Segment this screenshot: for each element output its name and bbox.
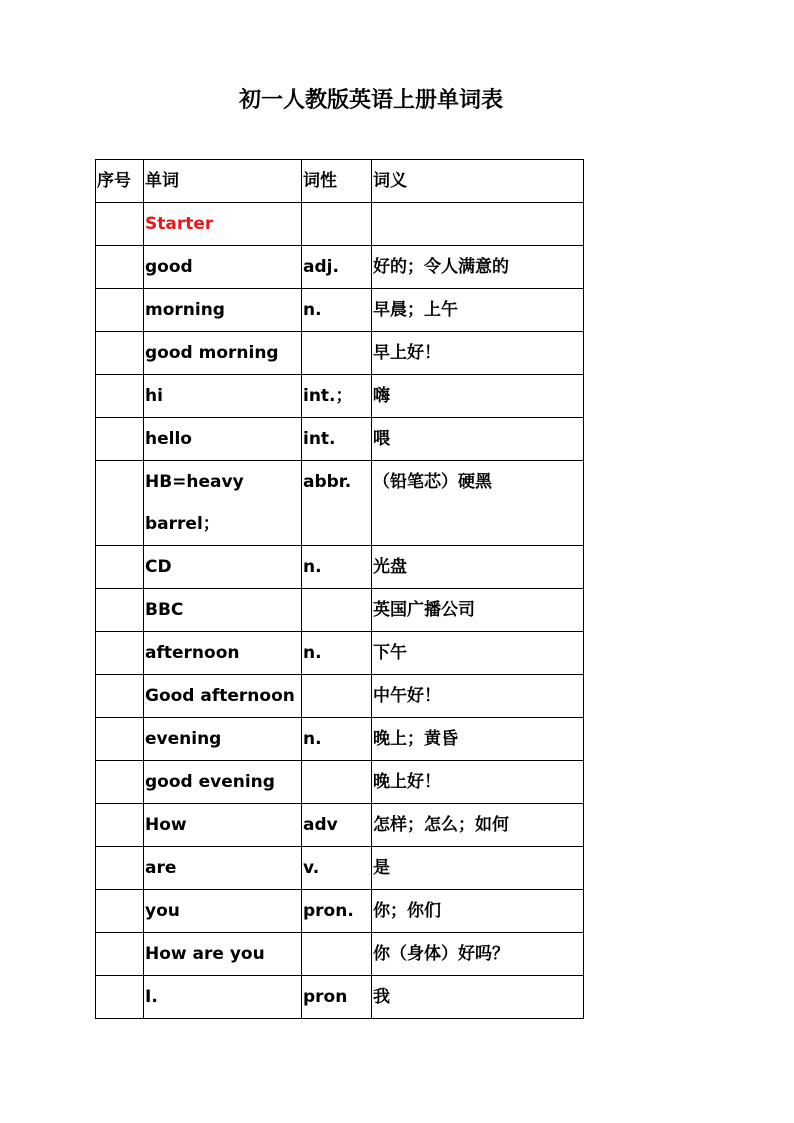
word-cell: good	[144, 246, 302, 289]
pos-cell	[302, 761, 372, 804]
pos-cell	[302, 203, 372, 246]
meaning-cell: 英国广播公司	[372, 589, 584, 632]
table-row	[96, 375, 584, 418]
pos-cell: n.	[302, 289, 372, 332]
meaning-cell: 晚上；黄昏	[372, 718, 584, 761]
vocabulary-table	[95, 159, 584, 1019]
index-cell	[96, 718, 144, 761]
header-index: 序号	[96, 160, 144, 203]
pos-cell: pron.	[302, 890, 372, 933]
word-cell: I.	[144, 976, 302, 1019]
section-heading-starter: Starter	[144, 203, 302, 246]
index-cell	[96, 890, 144, 933]
header-meaning: 词义	[372, 160, 584, 203]
pos-cell	[302, 933, 372, 976]
table-header-row	[96, 160, 584, 203]
index-cell	[96, 246, 144, 289]
word-cell: good morning	[144, 332, 302, 375]
word-cell: Good afternoon	[144, 675, 302, 718]
meaning-cell: 早晨；上午	[372, 289, 584, 332]
table-row	[96, 246, 584, 289]
index-cell	[96, 976, 144, 1019]
meaning-cell: 怎样；怎么；如何	[372, 804, 584, 847]
word-cell: afternoon	[144, 632, 302, 675]
word-cell: hello	[144, 418, 302, 461]
table-row	[96, 546, 584, 589]
table-row	[96, 632, 584, 675]
meaning-cell: 早上好！	[372, 332, 584, 375]
pos-cell: int.	[302, 418, 372, 461]
index-cell	[96, 675, 144, 718]
meaning-cell	[372, 203, 584, 246]
meaning-cell: 我	[372, 976, 584, 1019]
meaning-cell: 中午好！	[372, 675, 584, 718]
word-cell: morning	[144, 289, 302, 332]
index-cell	[96, 933, 144, 976]
word-cell: CD	[144, 546, 302, 589]
table-row	[96, 718, 584, 761]
table-row	[96, 418, 584, 461]
word-cell	[144, 461, 302, 546]
pos-cell	[302, 589, 372, 632]
table-row	[96, 332, 584, 375]
index-cell	[96, 589, 144, 632]
word-cell: hi	[144, 375, 302, 418]
table-row	[96, 804, 584, 847]
index-cell	[96, 847, 144, 890]
word-cell: How are you	[144, 933, 302, 976]
pos-cell	[302, 332, 372, 375]
header-part-of-speech: 词性	[302, 160, 372, 203]
meaning-cell: 是	[372, 847, 584, 890]
pos-cell: n.	[302, 632, 372, 675]
table-row	[96, 847, 584, 890]
table-row	[96, 589, 584, 632]
index-cell	[96, 289, 144, 332]
document-title: 初一人教版英语上册单词表	[238, 88, 503, 113]
word-cell: are	[144, 847, 302, 890]
table-row	[96, 761, 584, 804]
index-cell	[96, 761, 144, 804]
section-row-starter	[96, 203, 584, 246]
word-cell: evening	[144, 718, 302, 761]
meaning-cell: 下午	[372, 632, 584, 675]
table-row	[96, 461, 584, 546]
pos-cell	[302, 675, 372, 718]
index-cell	[96, 375, 144, 418]
table-row	[96, 933, 584, 976]
meaning-cell: 光盘	[372, 546, 584, 589]
meaning-cell: 好的；令人满意的	[372, 246, 584, 289]
pos-cell: adj.	[302, 246, 372, 289]
word-cell: you	[144, 890, 302, 933]
header-word: 单词	[144, 160, 302, 203]
word-cell: How	[144, 804, 302, 847]
word-cell: good evening	[144, 761, 302, 804]
table-row	[96, 289, 584, 332]
index-cell	[96, 461, 144, 546]
table-row	[96, 890, 584, 933]
pos-cell: pron	[302, 976, 372, 1019]
meaning-cell: 嗨	[372, 375, 584, 418]
pos-cell: n.	[302, 718, 372, 761]
word-line-2: barrel；	[145, 514, 220, 534]
pos-cell: int.；	[302, 375, 372, 418]
index-cell	[96, 546, 144, 589]
table-row	[96, 976, 584, 1019]
pos-cell: adv	[302, 804, 372, 847]
pos-cell: n.	[302, 546, 372, 589]
index-cell	[96, 332, 144, 375]
meaning-cell: 喂	[372, 418, 584, 461]
meaning-cell: 晚上好！	[372, 761, 584, 804]
index-cell	[96, 418, 144, 461]
meaning-cell: （铅笔芯）硬黑	[372, 461, 584, 546]
table-row	[96, 675, 584, 718]
word-line-1: HB=heavy	[145, 472, 244, 492]
pos-cell: abbr.	[302, 461, 372, 546]
index-cell	[96, 203, 144, 246]
index-cell	[96, 804, 144, 847]
word-cell: BBC	[144, 589, 302, 632]
pos-cell: v.	[302, 847, 372, 890]
meaning-cell: 你；你们	[372, 890, 584, 933]
meaning-cell: 你（身体）好吗？	[372, 933, 584, 976]
index-cell	[96, 632, 144, 675]
